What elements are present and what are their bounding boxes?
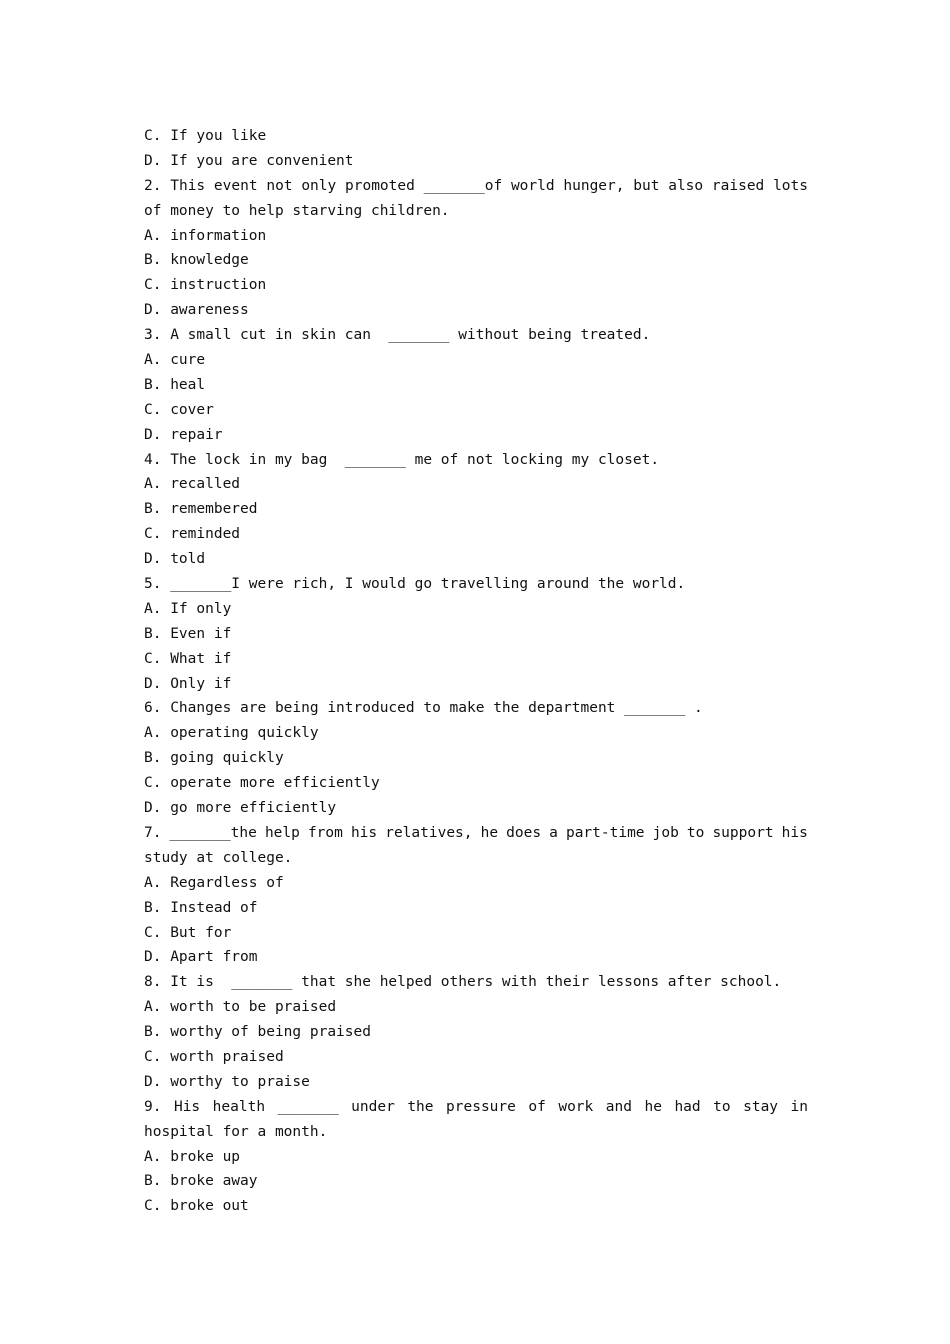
text-line: A. If only [144, 600, 232, 617]
text-line: D. go more efficiently [144, 800, 337, 817]
word: under [351, 1098, 395, 1115]
text-line: D. repair [144, 426, 223, 443]
word: This [170, 177, 206, 194]
word: not [266, 177, 293, 194]
word: His [173, 1098, 201, 1115]
word: the [407, 1098, 434, 1115]
word: health [212, 1098, 266, 1115]
text-line: D. Only if [144, 675, 232, 692]
word: world [510, 177, 555, 194]
word: part-time [565, 824, 645, 841]
word: event [213, 177, 258, 194]
word: relatives, [385, 824, 473, 841]
word: he [644, 1098, 662, 1115]
text-line: A. information [144, 227, 267, 244]
word: a [549, 824, 558, 841]
text-line: study at college. [144, 849, 293, 866]
word: in [790, 1098, 808, 1115]
text-line: 8. It is _______ that she helped others with their lessons after school. [144, 974, 782, 991]
word: stay [743, 1098, 779, 1115]
word: help [264, 824, 300, 841]
text-line: A. recalled [144, 476, 241, 493]
word: had [674, 1098, 701, 1115]
text-line [144, 821, 808, 846]
word: to [713, 1098, 731, 1115]
word: but [633, 177, 660, 194]
text-line: B. broke away [144, 1173, 258, 1190]
word: hunger, [563, 177, 625, 194]
text-line: D. told [144, 551, 206, 568]
text-line: B. Instead of [144, 899, 258, 916]
text-line: B. heal [144, 376, 206, 393]
text-line: C. cover [144, 401, 214, 418]
text-line: C. instruction [144, 277, 267, 294]
word: _______of [423, 177, 503, 194]
word: 2. [144, 177, 162, 194]
text-line: C. worth praised [144, 1048, 284, 1065]
text-line: 6. Changes are being introduced to make the department _______ . [144, 700, 703, 717]
word: 9. [144, 1098, 162, 1115]
word: does [506, 824, 542, 841]
word: his [350, 824, 378, 841]
word: his [781, 824, 808, 841]
text-line: hospital for a month. [144, 1123, 328, 1140]
text-line: C. operate more efficiently [144, 775, 380, 792]
word: promoted [345, 177, 415, 194]
text-line: 4. The lock in my bag _______ me of not locking my closet. [144, 451, 660, 468]
text-line: D. awareness [144, 302, 249, 319]
word: also [668, 177, 704, 194]
text-line: A. operating quickly [144, 725, 319, 742]
word: work [558, 1098, 594, 1115]
word: job [652, 824, 679, 841]
word: _______the [169, 824, 257, 841]
text-line: B. remembered [144, 501, 258, 518]
text-line: D. worthy to praise [144, 1073, 310, 1090]
word: and [605, 1098, 632, 1115]
text-line [144, 174, 808, 199]
text-line: C. broke out [144, 1198, 249, 1215]
text-line: A. cure [144, 352, 206, 369]
word: pressure [446, 1098, 516, 1115]
text-line: C. If you like [144, 128, 267, 144]
word: only [301, 177, 337, 194]
question-list [144, 124, 808, 1219]
word: from [307, 824, 343, 841]
text-line: of money to help starving children. [144, 202, 450, 219]
word: to [686, 824, 705, 841]
text-line: C. But for [144, 924, 232, 941]
text-line: B. Even if [144, 625, 232, 642]
word: of [528, 1098, 546, 1115]
text-line: A. Regardless of [144, 874, 284, 891]
word: 7. [144, 824, 162, 841]
text-line: 3. A small cut in skin can _______ without being treated. [144, 327, 651, 344]
text-line: A. worth to be praised [144, 999, 337, 1016]
text-line: A. broke up [144, 1148, 241, 1165]
word: he [480, 824, 499, 841]
word: _______ [277, 1098, 339, 1115]
text-line [144, 1095, 808, 1120]
text-line: C. What if [144, 650, 232, 667]
text-line: B. going quickly [144, 750, 284, 767]
text-line: B. knowledge [144, 252, 249, 269]
text-line: D. If you are convenient [144, 152, 354, 169]
word: support [712, 824, 774, 841]
text-line: B. worthy of being praised [144, 1024, 371, 1041]
text-line: 5. _______I were rich, I would go travelling around the world. [144, 576, 686, 593]
word: lots [773, 177, 808, 194]
text-line: D. Apart from [144, 949, 258, 966]
text-line: C. reminded [144, 526, 241, 543]
word: raised [711, 177, 765, 194]
